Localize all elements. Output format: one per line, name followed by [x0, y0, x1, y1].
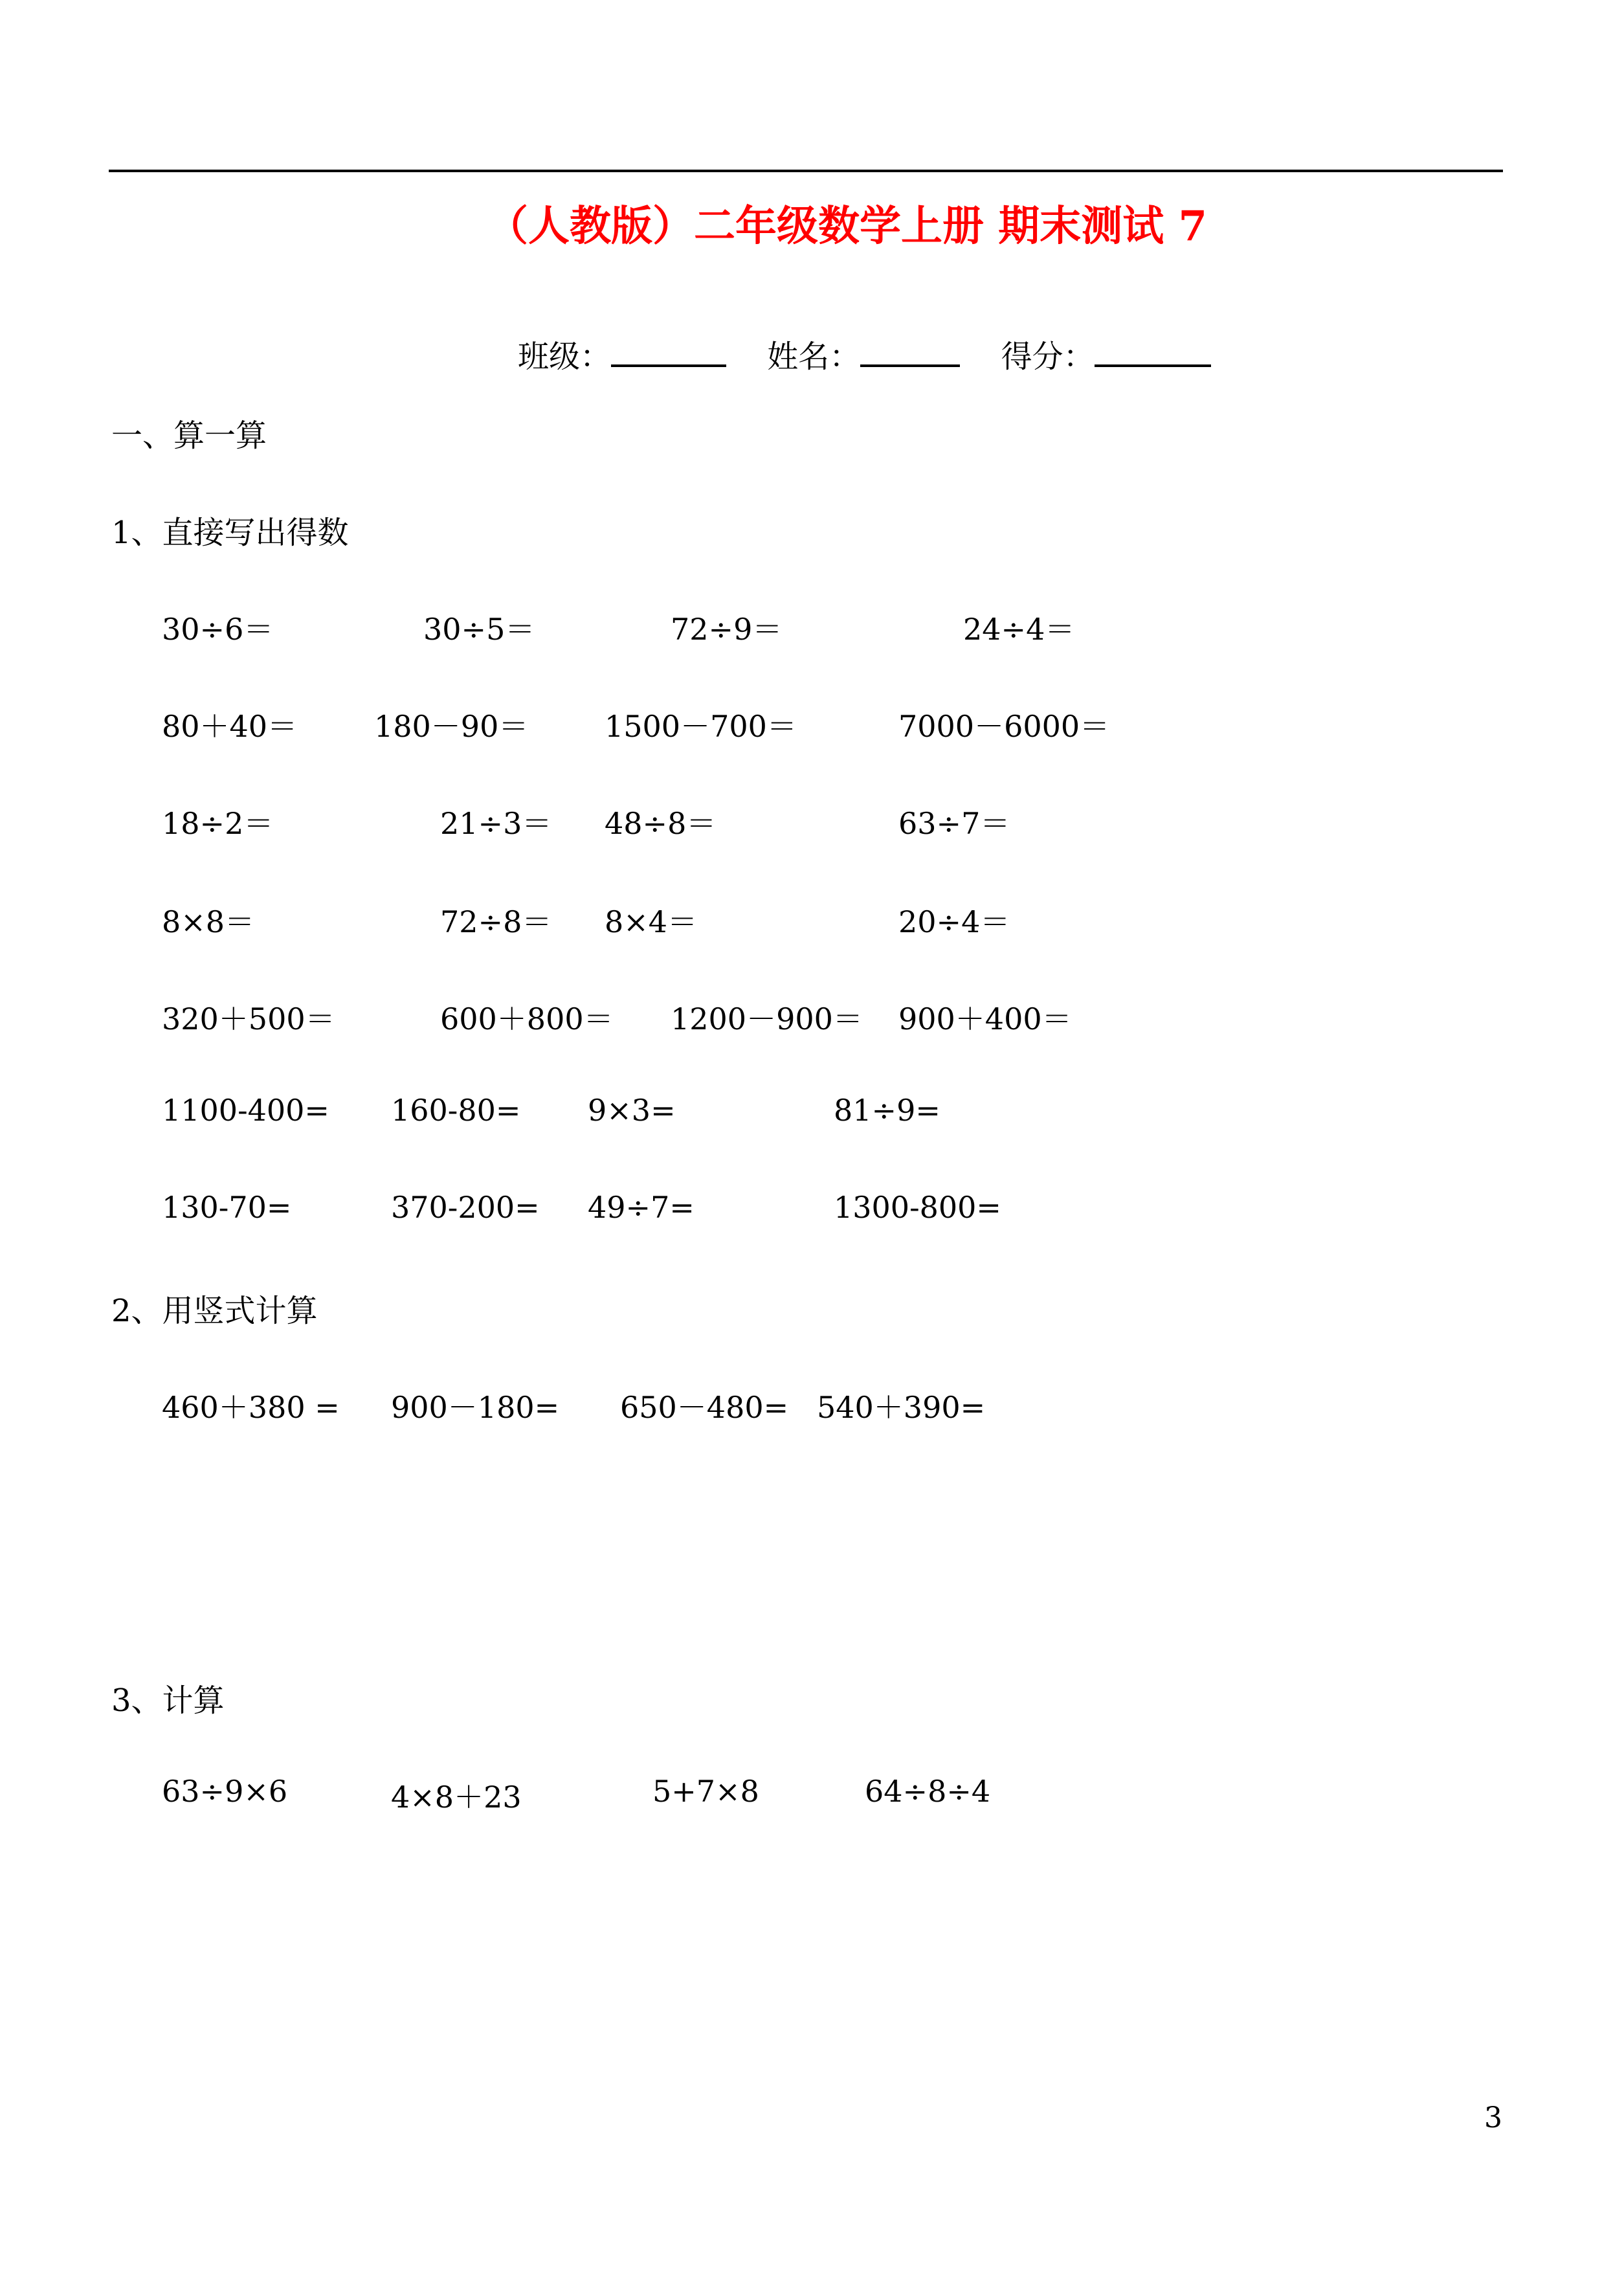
problem: 460＋380 = — [162, 1390, 340, 1425]
problem: 650－480= — [620, 1390, 789, 1425]
problem: 320＋500＝ — [162, 1001, 335, 1036]
score-field — [1001, 331, 1211, 376]
score-blank[interactable] — [1095, 339, 1211, 367]
name-blank[interactable] — [860, 339, 960, 367]
problem: 30÷6＝ — [162, 612, 274, 647]
page-number: 3 — [1484, 2101, 1502, 2134]
class-field — [518, 331, 726, 376]
problem: 21÷3＝ — [440, 806, 552, 841]
problem-row — [0, 1384, 1624, 1423]
problem: 1300-800= — [834, 1190, 1001, 1225]
problem: 8×8＝ — [162, 904, 255, 939]
problem: 72÷9＝ — [671, 612, 783, 647]
problem: 900－180= — [391, 1390, 560, 1425]
problem: 540＋390= — [817, 1390, 986, 1425]
student-info-line — [518, 331, 1242, 376]
problem: 63÷7＝ — [898, 806, 1010, 841]
problem: 4×8＋23 — [391, 1780, 522, 1815]
problem: 24÷4＝ — [963, 612, 1075, 647]
problem-row — [0, 1774, 1624, 1813]
problem: 160-80= — [391, 1093, 521, 1128]
problem: 80＋40＝ — [162, 709, 298, 744]
name-label: 姓名： — [767, 339, 861, 375]
problem: 7000－6000＝ — [898, 709, 1110, 744]
question-3-heading: 3、计算 — [111, 1683, 225, 1719]
problem-row — [0, 996, 1624, 1035]
problem: 18÷2＝ — [162, 806, 274, 841]
problem: 1200－900＝ — [671, 1001, 863, 1036]
problem: 81÷9= — [834, 1093, 940, 1128]
score-label: 得分： — [1001, 339, 1095, 375]
problem-row — [0, 703, 1624, 742]
problem-row — [0, 606, 1624, 645]
problem: 1500－700＝ — [605, 709, 797, 744]
problem: 30÷5＝ — [423, 612, 535, 647]
question-2-heading: 2、用竖式计算 — [111, 1293, 318, 1329]
page-title: （人教版）二年级数学上册 期末测试 7 — [486, 202, 1208, 251]
problem: 72÷8＝ — [440, 904, 552, 939]
problem: 370-200= — [391, 1190, 540, 1225]
problem: 900＋400＝ — [898, 1001, 1072, 1036]
problem: 600＋800＝ — [440, 1001, 614, 1036]
name-field — [767, 331, 960, 376]
class-blank[interactable] — [611, 339, 726, 367]
problem: 64÷8÷4 — [865, 1774, 991, 1809]
problem: 48÷8＝ — [605, 806, 717, 841]
class-label: 班级： — [518, 339, 612, 375]
problem-row — [0, 1093, 1624, 1132]
problem: 9×3= — [588, 1093, 676, 1128]
problem-row — [0, 1190, 1624, 1229]
section-heading: 一、算一算 — [111, 418, 267, 454]
problem: 49÷7= — [588, 1190, 695, 1225]
problem: 5+7×8 — [652, 1774, 759, 1809]
problem: 8×4＝ — [605, 904, 698, 939]
problem: 1100-400= — [162, 1093, 329, 1128]
problem: 130-70= — [162, 1190, 292, 1225]
problem-row — [0, 800, 1624, 839]
problem: 63÷9×6 — [162, 1774, 288, 1809]
header-rule — [109, 170, 1503, 172]
problem-row — [0, 899, 1624, 937]
problem: 20÷4＝ — [898, 904, 1010, 939]
problem: 180－90＝ — [374, 709, 529, 744]
question-1-heading: 1、直接写出得数 — [111, 515, 349, 551]
